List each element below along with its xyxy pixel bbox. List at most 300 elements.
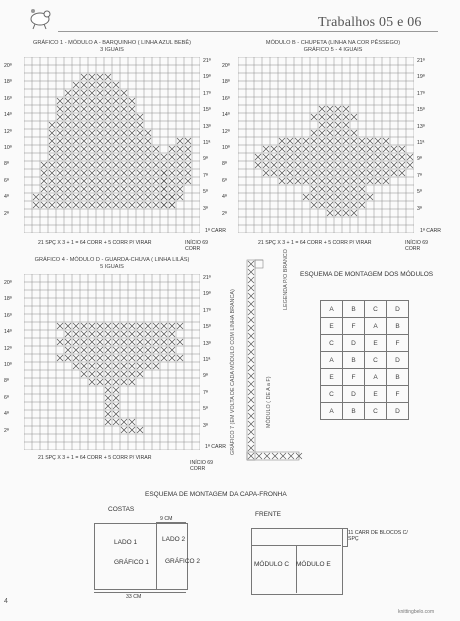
stitch-cross: [359, 170, 365, 176]
row-label: 18ª: [4, 79, 12, 86]
stitch-cross: [105, 403, 111, 409]
stitch-cross: [327, 154, 333, 160]
stitch-cross: [327, 202, 333, 208]
assembly-cell: E: [365, 386, 387, 403]
strip-cross: [248, 293, 254, 299]
stitch-cross: [137, 355, 143, 361]
stitch-cross: [153, 363, 159, 369]
stitch-cross: [311, 114, 317, 120]
row-label: 4ª: [4, 194, 9, 201]
stitch-cross: [97, 154, 103, 160]
width-label: 33 CM: [126, 594, 142, 600]
stitch-cross: [169, 162, 175, 168]
row-label: 5ª: [417, 189, 422, 196]
stitch-cross: [279, 162, 285, 168]
stitch-cross: [65, 323, 71, 329]
stitch-cross: [359, 202, 365, 208]
stitch-cross: [129, 331, 135, 337]
stitch-cross: [311, 162, 317, 168]
stitch-cross: [335, 130, 341, 136]
stitch-cross: [105, 162, 111, 168]
stitch-cross: [81, 82, 87, 88]
stitch-cross: [89, 186, 95, 192]
stitch-cross: [287, 138, 293, 144]
chart2-row-labels-right: [417, 58, 425, 222]
stitch-cross: [311, 202, 317, 208]
stitch-cross: [65, 106, 71, 112]
stitch-cross: [319, 186, 325, 192]
row-label: 14ª: [4, 112, 12, 119]
stitch-cross: [81, 170, 87, 176]
stitch-cross: [113, 347, 119, 353]
stitch-cross: [295, 162, 301, 168]
row-label: 9ª: [203, 373, 208, 380]
stitch-cross: [113, 202, 119, 208]
strip-cross: [248, 309, 254, 315]
stitch-cross: [73, 138, 79, 144]
stitch-cross: [81, 154, 87, 160]
border-strip-label: GRÁFICO 7 (EM VOLTA DE CADA MÓDULO COM LINHA BRANCA): [230, 289, 236, 455]
stitch-cross: [49, 154, 55, 160]
stitch-cross: [351, 130, 357, 136]
pillow-title: ESQUEMA DE MONTAGEM DA CAPA-FRONHA: [145, 491, 287, 498]
stitch-cross: [169, 178, 175, 184]
stitch-cross: [161, 355, 167, 361]
stitch-cross: [113, 339, 119, 345]
stitch-cross: [351, 114, 357, 120]
stitch-cross: [169, 194, 175, 200]
block-note: 11 CARR DE BLOCOS C/ SPÇ: [348, 530, 408, 542]
stitch-cross: [169, 355, 175, 361]
row-label: 20ª: [4, 63, 12, 69]
assembly-row: [321, 369, 409, 386]
stitch-cross: [57, 154, 63, 160]
stitch-cross: [319, 202, 325, 208]
stitch-cross: [153, 146, 159, 152]
stitch-cross: [113, 162, 119, 168]
stitch-cross: [335, 154, 341, 160]
strip-cross: [272, 453, 278, 459]
chart1-subtitle: 3 IGUAIS: [100, 47, 124, 53]
stitch-cross: [287, 178, 293, 184]
stitch-cross: [105, 347, 111, 353]
stitch-cross: [359, 162, 365, 168]
stitch-cross: [113, 371, 119, 377]
stitch-cross: [287, 162, 293, 168]
stitch-cross: [73, 170, 79, 176]
chart2-grid: [238, 57, 414, 233]
stitch-cross: [105, 411, 111, 417]
stitch-cross: [263, 154, 269, 160]
stitch-cross: [383, 146, 389, 152]
stitch-cross: [81, 130, 87, 136]
stitch-cross: [73, 347, 79, 353]
stitch-cross: [319, 162, 325, 168]
stitch-cross: [327, 146, 333, 152]
stitch-cross: [81, 122, 87, 128]
sheep-logo-icon: [27, 6, 53, 30]
stitch-cross: [105, 82, 111, 88]
stitch-cross: [343, 154, 349, 160]
stitch-cross: [161, 154, 167, 160]
stitch-cross: [177, 355, 183, 361]
stitch-cross: [303, 194, 309, 200]
stitch-cross: [327, 170, 333, 176]
stitch-cross: [97, 138, 103, 144]
stitch-cross: [137, 170, 143, 176]
row-label: 20ª: [222, 63, 230, 69]
stitch-cross: [343, 194, 349, 200]
stitch-cross: [89, 122, 95, 128]
row-label: 19ª: [203, 291, 211, 298]
stitch-cross: [97, 363, 103, 369]
stitch-cross: [97, 194, 103, 200]
stitch-cross: [65, 194, 71, 200]
stitch-cross: [137, 363, 143, 369]
stitch-cross: [121, 90, 127, 96]
stitch-cross: [121, 162, 127, 168]
stitch-cross: [65, 331, 71, 337]
stitch-cross: [343, 210, 349, 216]
row-label: 8ª: [222, 161, 227, 168]
front-mid-divider: [296, 545, 297, 593]
assembly-cell: F: [343, 369, 365, 386]
stitch-cross: [343, 106, 349, 112]
stitch-cross: [113, 122, 119, 128]
stitch-cross: [113, 138, 119, 144]
stitch-cross: [73, 98, 79, 104]
stitch-cross: [335, 138, 341, 144]
row-label: 19ª: [203, 74, 211, 81]
row-label: 2ª: [222, 210, 227, 217]
stitch-cross: [391, 146, 397, 152]
stitch-cross: [367, 170, 373, 176]
stitch-cross: [343, 170, 349, 176]
stitch-cross: [65, 146, 71, 152]
stitch-cross: [121, 130, 127, 136]
stitch-cross: [145, 162, 151, 168]
row-label: 10ª: [4, 144, 12, 151]
stitch-cross: [65, 347, 71, 353]
stitch-cross: [41, 162, 47, 168]
back-flap: [156, 523, 188, 590]
stitch-cross: [121, 202, 127, 208]
stitch-cross: [279, 138, 285, 144]
stitch-cross: [153, 355, 159, 361]
flap-dimension-line: [156, 522, 186, 523]
row-label: 21ª: [203, 58, 211, 64]
stitch-cross: [169, 186, 175, 192]
stitch-cross: [177, 186, 183, 192]
stitch-cross: [65, 162, 71, 168]
chart3-footer: 21 SPÇ X 3 + 1 = 64 CORR + 5 CORR P/ VIRAR: [38, 455, 152, 461]
stitch-cross: [145, 347, 151, 353]
chart1-title: GRÁFICO 1 - MÓDULO A - BARQUINHO ( LINHA AZUL BEBÊ): [33, 40, 191, 46]
stitch-cross: [113, 411, 119, 417]
stitch-cross: [177, 178, 183, 184]
stitch-cross: [137, 122, 143, 128]
stitch-cross: [97, 186, 103, 192]
stitch-cross: [113, 170, 119, 176]
stitch-cross: [343, 130, 349, 136]
module-range-label: MÓDULO ( DE A a F): [266, 376, 272, 428]
stitch-cross: [335, 146, 341, 152]
stitch-cross: [327, 114, 333, 120]
stitch-cross: [57, 138, 63, 144]
stitch-cross: [41, 202, 47, 208]
stitch-cross: [113, 106, 119, 112]
stitch-cross: [351, 194, 357, 200]
stitch-cross: [359, 186, 365, 192]
stitch-cross: [303, 162, 309, 168]
stitch-cross: [65, 122, 71, 128]
stitch-cross: [295, 146, 301, 152]
stitch-cross: [271, 162, 277, 168]
stitch-cross: [145, 138, 151, 144]
stitch-cross: [327, 186, 333, 192]
strip-cross: [248, 261, 254, 267]
page-title: Trabalhos 05 e 06: [318, 15, 422, 30]
stitch-cross: [327, 210, 333, 216]
row-label: 21ª: [417, 58, 425, 64]
strip-cross: [280, 453, 286, 459]
strip-cross: [248, 429, 254, 435]
stitch-cross: [129, 154, 135, 160]
stitch-cross: [113, 323, 119, 329]
stitch-cross: [89, 339, 95, 345]
stitch-cross: [41, 178, 47, 184]
strip-cross: [248, 397, 254, 403]
stitch-cross: [177, 162, 183, 168]
stitch-cross: [57, 194, 63, 200]
stitch-cross: [129, 178, 135, 184]
stitch-cross: [97, 162, 103, 168]
stitch-cross: [97, 106, 103, 112]
stitch-cross: [399, 162, 405, 168]
stitch-cross: [375, 154, 381, 160]
stitch-cross: [169, 202, 175, 208]
stitch-cross: [137, 194, 143, 200]
stitch-cross: [351, 210, 357, 216]
stitch-cross: [113, 395, 119, 401]
stitch-cross: [327, 194, 333, 200]
stitch-cross: [97, 331, 103, 337]
stitch-cross: [121, 347, 127, 353]
stitch-cross: [81, 323, 87, 329]
stitch-cross: [113, 355, 119, 361]
stitch-cross: [303, 138, 309, 144]
stitch-cross: [145, 170, 151, 176]
stitch-cross: [335, 202, 341, 208]
stitch-cross: [73, 154, 79, 160]
stitch-cross: [327, 162, 333, 168]
stitch-cross: [113, 363, 119, 369]
stitch-cross: [399, 154, 405, 160]
row-label: 17ª: [417, 90, 425, 97]
stitch-cross: [351, 178, 357, 184]
stitch-cross: [89, 170, 95, 176]
stitch-cross: [153, 154, 159, 160]
assembly-cell: E: [321, 369, 343, 386]
stitch-cross: [351, 186, 357, 192]
stitch-cross: [121, 146, 127, 152]
stitch-cross: [105, 419, 111, 425]
stitch-cross: [65, 114, 71, 120]
stitch-cross: [49, 186, 55, 192]
stitch-cross: [81, 363, 87, 369]
stitch-cross: [89, 371, 95, 377]
stitch-cross: [137, 427, 143, 433]
stitch-cross: [327, 178, 333, 184]
stitch-cross: [81, 347, 87, 353]
strip-cross: [248, 317, 254, 323]
stitch-cross: [137, 138, 143, 144]
row-label: 17ª: [203, 307, 211, 314]
stitch-cross: [49, 130, 55, 136]
assembly-cell: C: [321, 335, 343, 352]
stitch-cross: [311, 130, 317, 136]
strip-cross: [256, 453, 262, 459]
stitch-cross: [327, 130, 333, 136]
stitch-cross: [121, 138, 127, 144]
stitch-cross: [121, 331, 127, 337]
site-watermark: knittingbelo.com: [398, 609, 435, 615]
stitch-cross: [153, 194, 159, 200]
stitch-cross: [335, 210, 341, 216]
stitch-cross: [367, 154, 373, 160]
stitch-cross: [343, 202, 349, 208]
stitch-cross: [113, 379, 119, 385]
assembly-cell: B: [343, 352, 365, 369]
stitch-cross: [97, 82, 103, 88]
stitch-cross: [81, 162, 87, 168]
stitch-cross: [73, 186, 79, 192]
strip-cross: [248, 445, 254, 451]
stitch-cross: [57, 162, 63, 168]
stitch-cross: [137, 146, 143, 152]
stitch-cross: [105, 146, 111, 152]
assembly-table: [320, 300, 409, 420]
stitch-cross: [319, 122, 325, 128]
stitch-cross: [121, 114, 127, 120]
page-number: 4: [4, 598, 8, 605]
stitch-cross: [89, 323, 95, 329]
stitch-cross: [73, 202, 79, 208]
stitch-cross: [137, 339, 143, 345]
stitch-cross: [73, 130, 79, 136]
stitch-cross: [137, 154, 143, 160]
row-label: 21ª: [203, 275, 211, 281]
stitch-cross: [73, 162, 79, 168]
assembly-cell: F: [343, 318, 365, 335]
stitch-cross: [113, 194, 119, 200]
stitch-cross: [319, 146, 325, 152]
stitch-cross: [129, 347, 135, 353]
stitch-cross: [129, 106, 135, 112]
stitch-cross: [287, 170, 293, 176]
stitch-cross: [407, 154, 413, 160]
stitch-cross: [359, 154, 365, 160]
row-label: 4ª: [222, 194, 227, 201]
assembly-cell: A: [365, 369, 387, 386]
stitch-cross: [105, 371, 111, 377]
stitch-cross: [295, 154, 301, 160]
stitch-cross: [153, 202, 159, 208]
stitch-cross: [129, 122, 135, 128]
stitch-cross: [97, 339, 103, 345]
stitch-cross: [121, 98, 127, 104]
stitch-cross: [145, 331, 151, 337]
stitch-cross: [105, 122, 111, 128]
stitch-cross: [113, 98, 119, 104]
stitch-cross: [97, 74, 103, 80]
stitch-cross: [65, 138, 71, 144]
stitch-cross: [319, 178, 325, 184]
stitch-cross: [49, 138, 55, 144]
stitch-cross: [129, 194, 135, 200]
row-label: 13ª: [417, 123, 425, 130]
row-label: 6ª: [4, 177, 9, 184]
assembly-cell: A: [365, 318, 387, 335]
stitch-cross: [81, 114, 87, 120]
stitch-cross: [137, 178, 143, 184]
stitch-cross: [89, 194, 95, 200]
stitch-cross: [57, 339, 63, 345]
stitch-cross: [185, 162, 191, 168]
stitch-cross: [185, 138, 191, 144]
stitch-cross: [73, 146, 79, 152]
stitch-cross: [319, 138, 325, 144]
strip-cross: [248, 421, 254, 427]
stitch-cross: [97, 146, 103, 152]
strip-cross: [248, 405, 254, 411]
strip-cross: [248, 373, 254, 379]
stitch-cross: [375, 138, 381, 144]
stitch-cross: [89, 74, 95, 80]
strip-cross: [248, 341, 254, 347]
stitch-cross: [57, 186, 63, 192]
stitch-cross: [161, 323, 167, 329]
assembly-cell: B: [343, 403, 365, 420]
row-label: 13ª: [203, 340, 211, 347]
stitch-cross: [89, 146, 95, 152]
stitch-cross: [145, 355, 151, 361]
chart3-title: GRÁFICO 4 - MÓDULO D - GUARDA-CHUVA ( LINHA LILÁS): [34, 257, 190, 263]
stitch-cross: [105, 202, 111, 208]
stitch-cross: [137, 202, 143, 208]
stitch-cross: [49, 122, 55, 128]
stitch-cross: [41, 194, 47, 200]
stitch-cross: [57, 122, 63, 128]
stitch-cross: [73, 194, 79, 200]
stitch-cross: [391, 170, 397, 176]
stitch-cross: [367, 178, 373, 184]
stitch-cross: [57, 114, 63, 120]
legend-label: LEGENDA P/O BRANCO: [283, 249, 289, 310]
stitch-cross: [271, 170, 277, 176]
chart3-row-labels-right: [203, 275, 211, 439]
stitch-cross: [359, 194, 365, 200]
stitch-cross: [105, 114, 111, 120]
stitch-cross: [65, 339, 71, 345]
stitch-cross: [49, 170, 55, 176]
stitch-cross: [351, 162, 357, 168]
stitch-cross: [153, 347, 159, 353]
assembly-cell: E: [365, 335, 387, 352]
stitch-cross: [89, 331, 95, 337]
stitch-cross: [137, 114, 143, 120]
stitch-cross: [73, 114, 79, 120]
